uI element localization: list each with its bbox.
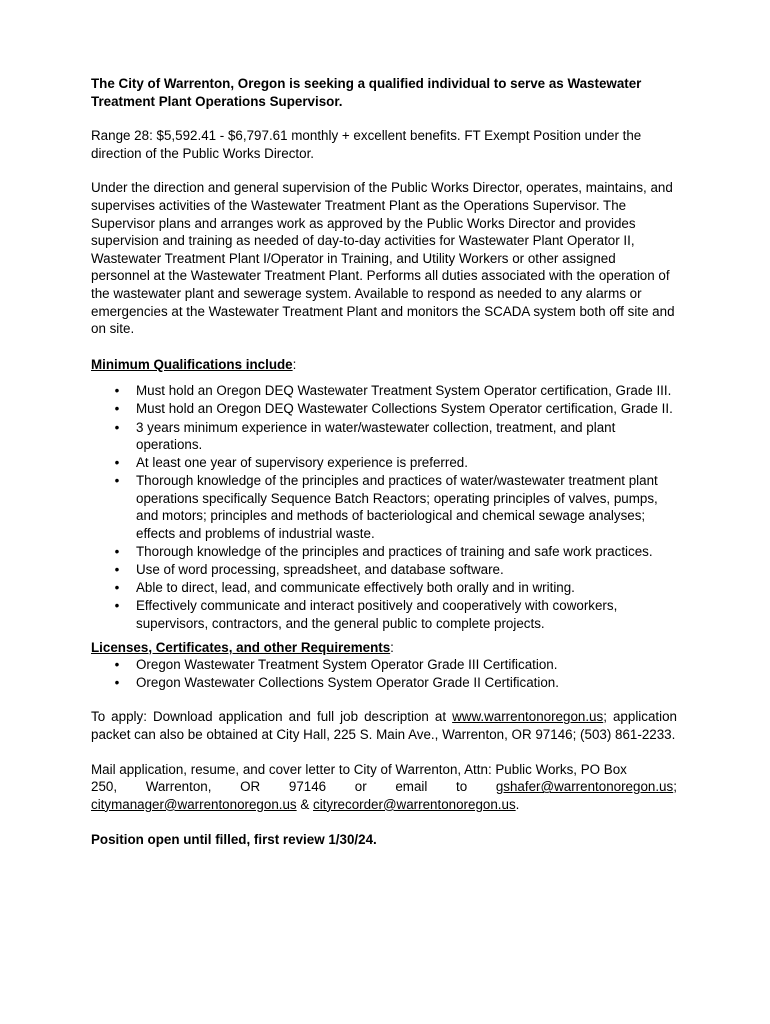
bullet-icon: • — [114, 562, 120, 578]
website-link[interactable]: www.warrentonoregon.us — [452, 709, 604, 725]
list-item-text: Use of word processing, spreadsheet, and database software. — [136, 562, 504, 578]
email-link-cityrecorder[interactable]: cityrecorder@warrentonoregon.us — [313, 796, 516, 812]
list-item-text: Thorough knowledge of the principles and practices of water/wastewater treatment plant operations specifically Sequence Batch Reactors; operating principles of valves, pumps, and motors; principles and methods of bacteriological and chemical sewage analyses; effects and problems of industrial waste. — [136, 473, 658, 542]
list-item-text: Must hold an Oregon DEQ Wastewater Collections System Operator certification, Grade II. — [136, 401, 673, 417]
licenses-heading-text: Licenses, Certificates, and other Requirements — [91, 639, 391, 655]
period: . — [515, 796, 520, 812]
list-item-text: 3 years minimum experience in water/wastewater collection, treatment, and plant operations. — [136, 419, 616, 453]
min-qualifications-heading — [91, 356, 677, 374]
list-item — [91, 597, 677, 632]
list-item-text: Must hold an Oregon DEQ Wastewater Treatment System Operator certification, Grade III. — [136, 383, 672, 399]
bullet-icon: • — [114, 544, 120, 560]
bullet-icon: • — [114, 657, 120, 673]
list-item — [91, 674, 677, 692]
list-item-text: Oregon Wastewater Collections System Operator Grade II Certification. — [136, 674, 559, 690]
bullet-icon: • — [114, 383, 120, 399]
closing-note: Position open until filled, first review 1/30/24. — [91, 832, 377, 848]
mail-word: email — [395, 779, 428, 795]
email-group-1 — [496, 778, 677, 796]
mail-word: 97146 — [288, 779, 327, 795]
apply-text-after: ; application packet can also be obtained at City Hall, 225 S. Main Ave., Warrenton, OR 97146; (503) 861-2233. — [91, 709, 678, 742]
list-item — [91, 419, 677, 454]
min-qualifications-heading-text: Minimum Qualifications include — [91, 356, 293, 372]
bullet-icon: • — [114, 473, 120, 489]
list-item-text: Able to direct, lead, and communicate effectively both orally and in writing. — [136, 580, 575, 596]
list-item-text: Effectively communicate and interact positively and cooperatively with coworkers, supervisors, contractors, and the general public to complete projects. — [136, 598, 618, 632]
heading-colon: : — [292, 356, 297, 372]
mail-word: Warrenton, — [145, 779, 212, 795]
list-item-text: Thorough knowledge of the principles and practices of training and safe work practices. — [136, 544, 653, 560]
email-link-citymanager[interactable]: citymanager@warrentonoregon.us — [91, 796, 297, 812]
salary-range: Range 28: $5,592.41 - $6,797.61 monthly + excellent benefits. FT Exempt Position under the direction of the Public Works Director. — [91, 128, 642, 161]
mail-word: OR — [240, 779, 261, 795]
mail-line-1: Mail application, resume, and cover letter to City of Warrenton, Attn: Public Works, PO Box — [91, 761, 627, 777]
job-title: The City of Warrenton, Oregon is seeking a qualified individual to serve as Wastewater Treatment Plant Operations Supervisor. — [91, 76, 642, 109]
list-item — [91, 656, 677, 674]
bullet-icon: • — [114, 580, 120, 596]
min-qualifications-list — [91, 382, 677, 632]
licenses-list — [91, 656, 677, 691]
mail-word: to — [456, 779, 468, 795]
email-link-gshafer[interactable]: gshafer@warrentonoregon.us — [495, 779, 674, 795]
mail-line-3 — [91, 796, 677, 814]
mail-word: or — [354, 779, 367, 795]
email-separator: ; — [673, 779, 677, 795]
list-item — [91, 472, 677, 542]
bullet-icon: • — [114, 455, 120, 471]
heading-colon: : — [390, 639, 394, 655]
apply-instructions — [91, 708, 677, 743]
list-item-text: At least one year of supervisory experience is preferred. — [136, 455, 468, 471]
bullet-icon: • — [114, 419, 120, 435]
ampersand: & — [296, 796, 314, 812]
list-item — [91, 579, 677, 597]
list-item — [91, 400, 677, 418]
list-item — [91, 454, 677, 472]
list-item — [91, 561, 677, 579]
apply-text-before: To apply: Download application and full job description at — [91, 709, 453, 725]
licenses-heading — [91, 639, 677, 657]
bullet-icon: • — [114, 401, 120, 417]
job-summary: Under the direction and general supervision of the Public Works Director, operates, maintains, and supervises activities of the Wastewater Treatment Plant as the Operations Supervisor. The Supervisor plans and arranges work as approved by the Public Works Director and provides supervision and training as needed of day-to-day activities for Wastewater Plant Operator II, Wastewater Treatment Plant I/Operator in Training, and Utility Workers or other assigned personnel at the Wastewater Treatment Plant. Performs all duties associated with the operation of the wastewater plant and sewerage system. Available to respond as needed to any alarms or emergencies at the Wastewater Treatment Plant and monitors the SCADA system both off site and on site. — [91, 180, 675, 337]
mail-word: 250, — [91, 779, 118, 795]
bullet-icon: • — [114, 598, 120, 614]
list-item — [91, 382, 677, 400]
list-item-text: Oregon Wastewater Treatment System Operator Grade III Certification. — [136, 657, 558, 673]
list-item — [91, 543, 677, 561]
bullet-icon: • — [114, 674, 120, 690]
mail-line-2 — [91, 778, 677, 796]
mail-instructions — [91, 761, 677, 814]
document-body — [91, 75, 677, 849]
